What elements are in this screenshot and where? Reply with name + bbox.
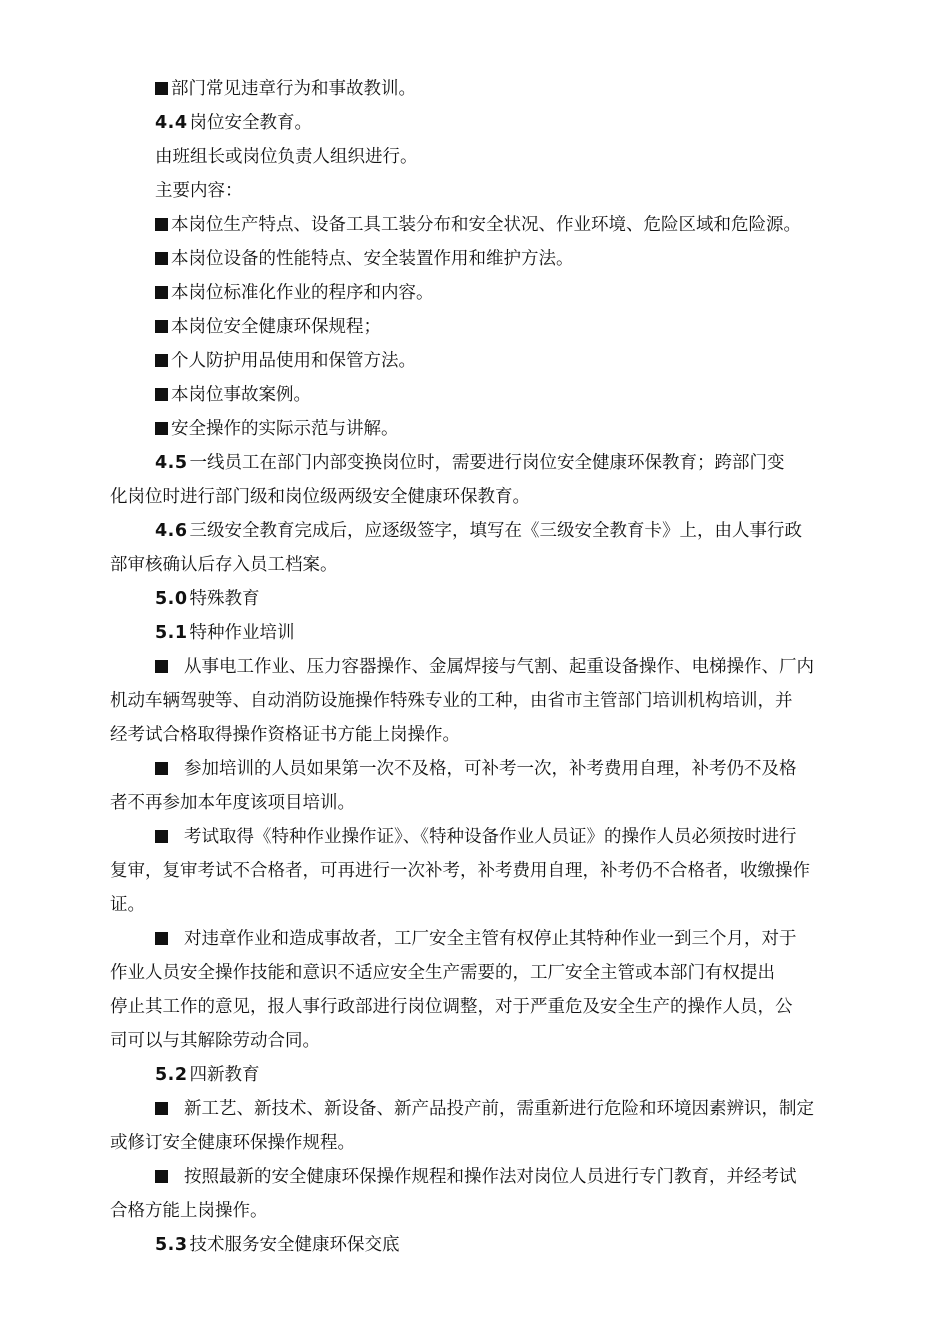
bullet-paragraph: 新工艺、新技术、新设备、新产品投产前，需重新进行危险和环境因素辨识，制定 或修订安全健康环保操作规程。 <box>110 1099 814 1153</box>
square-bullet-icon <box>155 218 168 231</box>
section-heading-5-2: 5.2 四新教育 <box>155 1065 260 1085</box>
square-bullet-icon <box>155 354 168 367</box>
square-bullet-icon <box>155 932 168 945</box>
bullet-item: 个人防护用品使用和保管方法。 <box>155 344 835 378</box>
square-bullet-icon <box>155 252 168 265</box>
section-4-6: 4.6 三级安全教育完成后，应逐级签字，填写在《三级安全教育卡》上，由人事行政 部审核确认后存入员工档案。 <box>110 521 803 575</box>
bullet-item: 本岗位标准化作业的程序和内容。 <box>155 276 835 310</box>
bullet-item: 本岗位生产特点、设备工具工装分布和安全状况、作业环境、危险区域和危险源。 <box>155 208 835 242</box>
bullet-item: 本岗位事故案例。 <box>155 378 835 412</box>
bullet-item: 本岗位安全健康环保规程； <box>155 310 835 344</box>
bullet-item: 本岗位设备的性能特点、安全装置作用和维护方法。 <box>155 242 835 276</box>
section-heading-5-3: 5.3 技术服务安全健康环保交底 <box>155 1235 400 1255</box>
bullet-item: 部门常见违章行为和事故教训。 <box>155 72 835 106</box>
square-bullet-icon <box>155 320 168 333</box>
square-bullet-icon <box>155 422 168 435</box>
section-4-5: 4.5 一线员工在部门内部变换岗位时，需要进行岗位安全健康环保教育；跨部门变 化岗位时进行部门级和岗位级两级安全健康环保教育。 <box>110 453 785 507</box>
section-heading-5-0: 5.0 特殊教育 <box>155 589 260 609</box>
square-bullet-icon <box>155 660 168 673</box>
square-bullet-icon <box>155 762 168 775</box>
paragraph: 由班组长或岗位负责人组织进行。 <box>155 147 418 167</box>
square-bullet-icon <box>155 830 168 843</box>
square-bullet-icon <box>155 286 168 299</box>
bullet-paragraph: 从事电工作业、压力容器操作、金属焊接与气割、起重设备操作、电梯操作、厂内 机动车辆驾驶等、自动消防设施操作特殊专业的工种，由省市主管部门培训机构培训，并 经考试合格取得操作资格证书方能上岗操作。 <box>110 657 814 745</box>
bullet-item: 安全操作的实际示范与讲解。 <box>155 412 835 446</box>
bullet-paragraph: 对违章作业和造成事故者，工厂安全主管有权停止其特种作业一到三个月，对于 作业人员安全操作技能和意识不适应安全生产需要的，工厂安全主管或本部门有权提出 停止其工作的意见，报人事行政部进行岗位调整，对于严重危及安全生产的操作人员，公 司可以与其解除劳动合同。 <box>110 929 797 1051</box>
square-bullet-icon <box>155 1170 168 1183</box>
section-heading-4-4: 4.4 岗位安全教育。 <box>155 113 313 133</box>
paragraph: 主要内容： <box>155 181 243 201</box>
bullet-paragraph: 按照最新的安全健康环保操作规程和操作法对岗位人员进行专门教育，并经考试 合格方能上岗操作。 <box>110 1167 797 1221</box>
square-bullet-icon <box>155 82 168 95</box>
document-body <box>110 72 835 1262</box>
square-bullet-icon <box>155 1102 168 1115</box>
section-heading-5-1: 5.1 特种作业培训 <box>155 623 295 643</box>
square-bullet-icon <box>155 388 168 401</box>
bullet-paragraph: 参加培训的人员如果第一次不及格，可补考一次，补考费用自理，补考仍不及格 者不再参加本年度该项目培训。 <box>110 759 797 813</box>
bullet-paragraph: 考试取得《特种作业操作证》、《特种设备作业人员证》的操作人员必须按时进行 复审，复审考试不合格者，可再进行一次补考，补考费用自理，补考仍不合格者，收缴操作 证。 <box>110 827 810 915</box>
